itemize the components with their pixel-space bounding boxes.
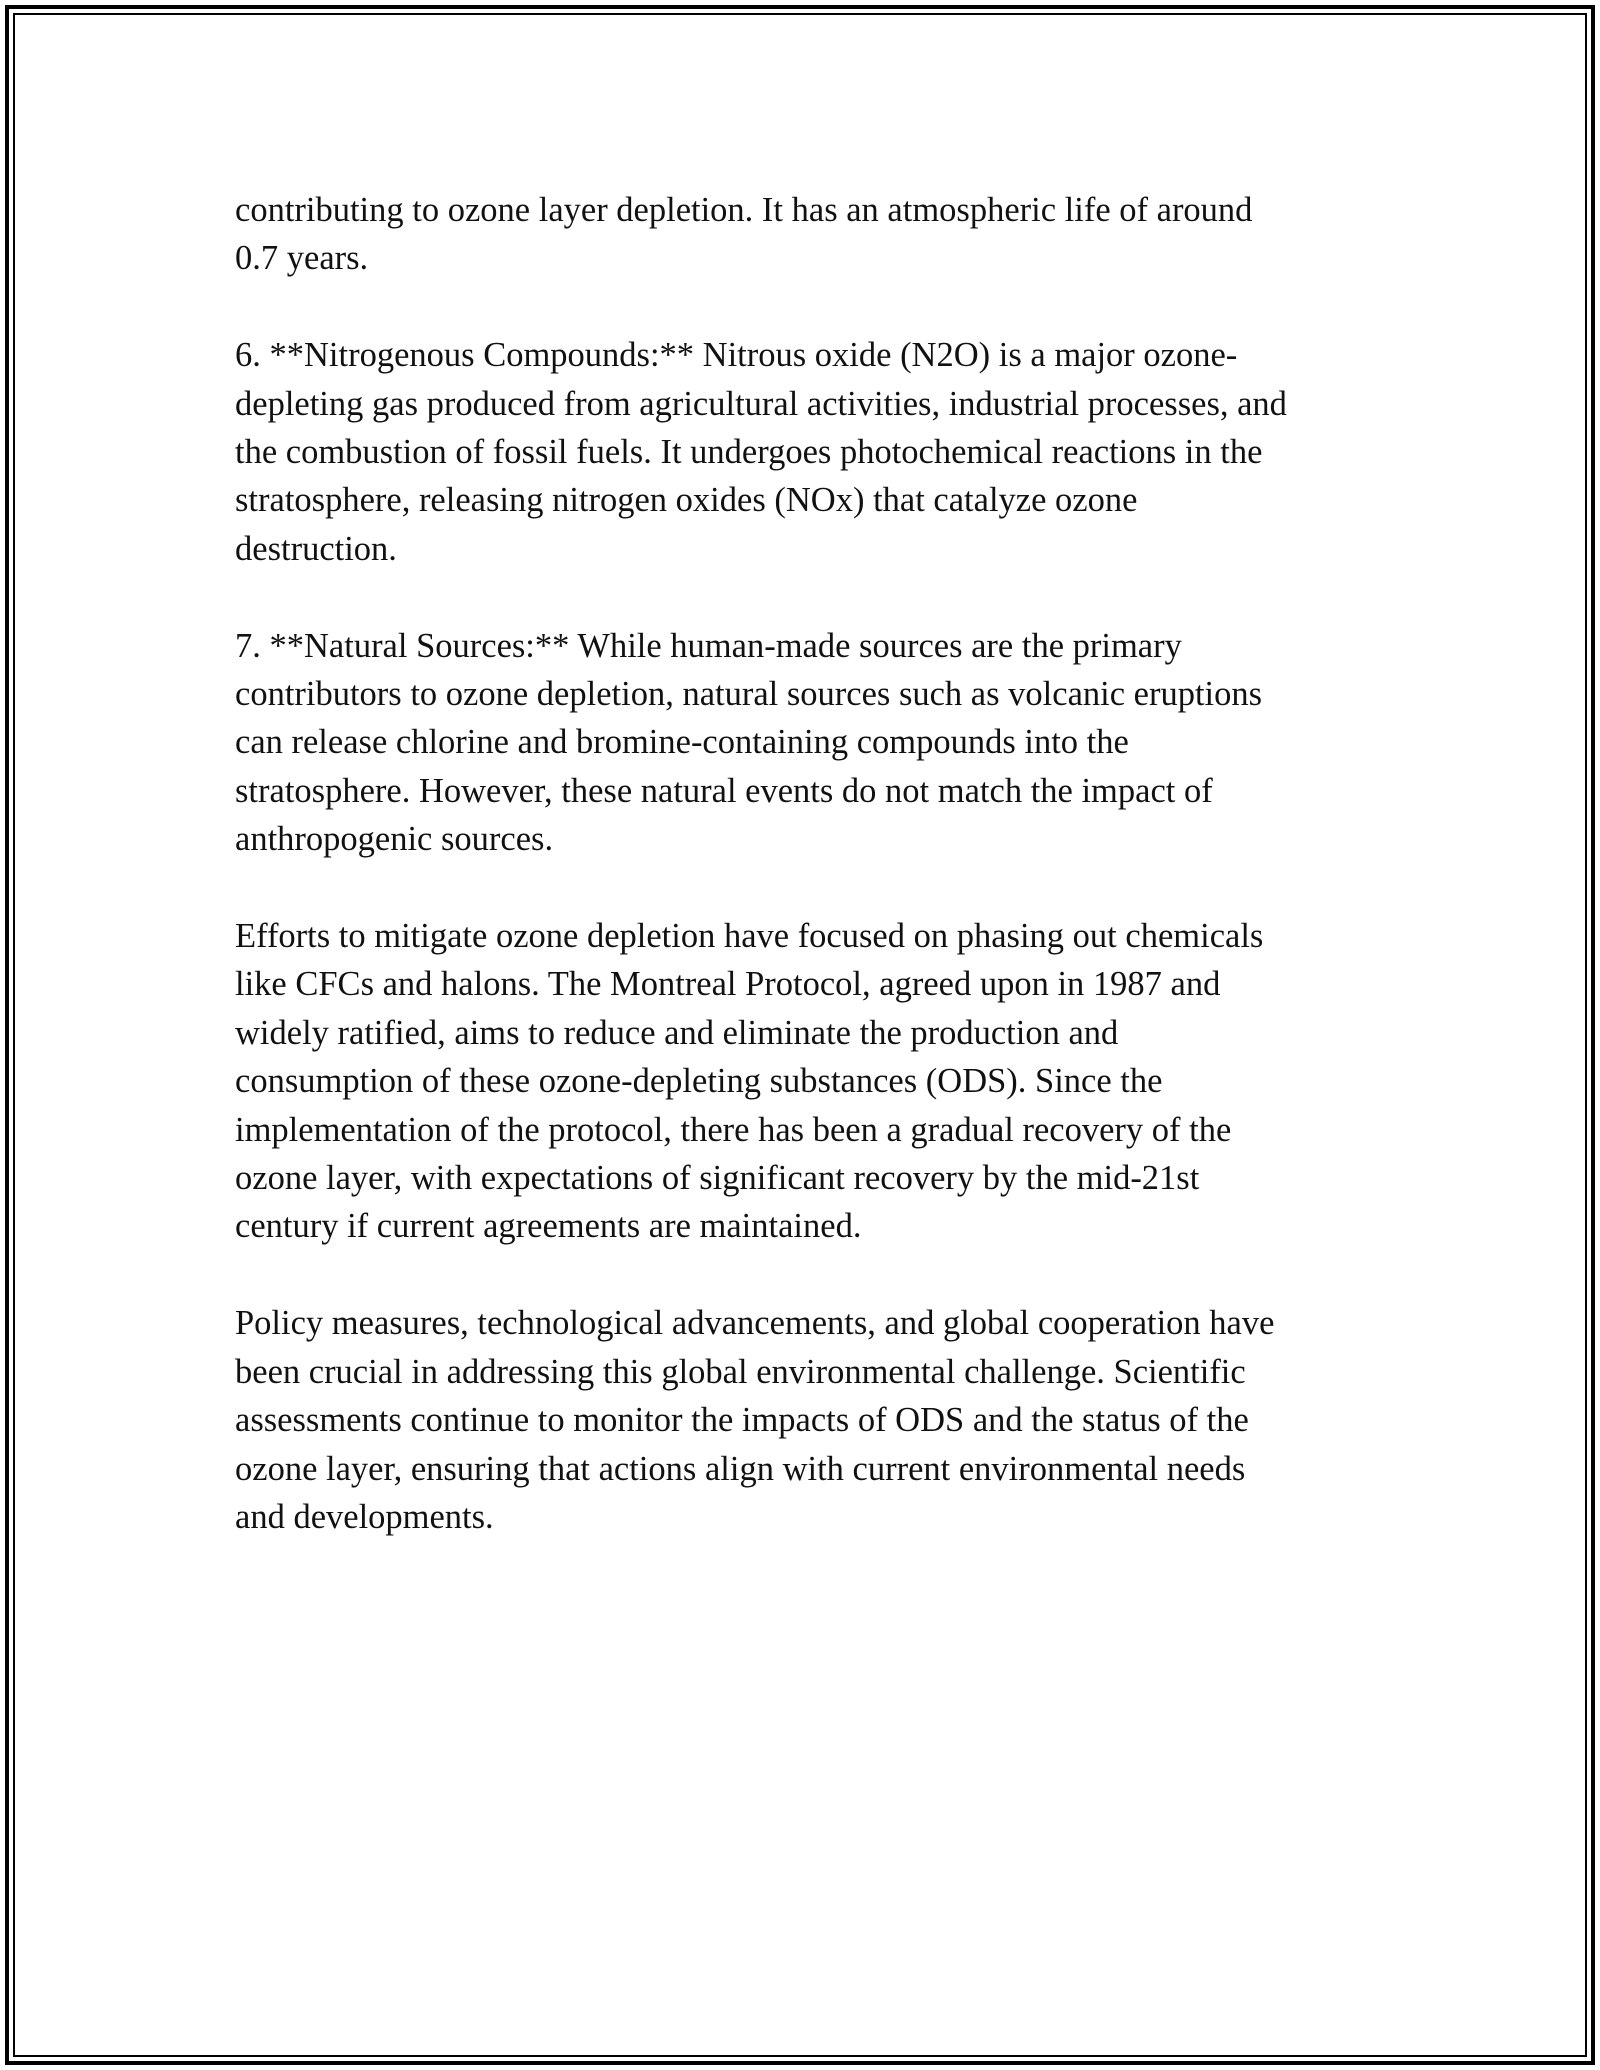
- text-line: 6. **Nitrogenous Compounds:** Nitrous oxide (N2O) is a major ozone-: [235, 336, 1238, 375]
- text-line: contributing to ozone layer depletion. It has an atmospheric life of around: [235, 191, 1253, 229]
- text-line: stratosphere. However, these natural events do not match the impact of: [235, 771, 1213, 810]
- document-body: [235, 186, 1365, 1590]
- text-line: and developments.: [235, 1497, 494, 1536]
- text-line: consumption of these ozone-depleting substances (ODS). Since the: [235, 1062, 1163, 1101]
- text-line: implementation of the protocol, there has been a gradual recovery of the: [235, 1110, 1232, 1149]
- text-line: 0.7 years.: [235, 239, 369, 278]
- text-line: been crucial in addressing this global environmental challenge. Scientific: [235, 1352, 1246, 1391]
- text-line: assessments continue to monitor the impacts of ODS and the status of the: [235, 1401, 1249, 1440]
- text-line: Policy measures, technological advancements, and global cooperation have: [235, 1304, 1275, 1343]
- text-line: 7. **Natural Sources:** While human-made sources are the primary: [235, 626, 1182, 665]
- paragraph-cfc-continuation: [235, 186, 1365, 283]
- paragraph-policy-measures: [235, 1299, 1365, 1541]
- text-line: destruction.: [235, 529, 397, 568]
- text-line: Efforts to mitigate ozone depletion have focused on phasing out chemicals: [235, 917, 1264, 956]
- text-line: ozone layer, ensuring that actions align with current environmental needs: [235, 1449, 1246, 1488]
- text-line: ozone layer, with expectations of significant recovery by the mid-21st: [235, 1159, 1200, 1198]
- text-line: century if current agreements are maintained.: [235, 1207, 862, 1246]
- text-line: widely ratified, aims to reduce and eliminate the production and: [235, 1013, 1119, 1052]
- text-line: can release chlorine and bromine-containing compounds into the: [235, 723, 1129, 762]
- text-line: like CFCs and halons. The Montreal Protocol, agreed upon in 1987 and: [235, 965, 1221, 1004]
- paragraph-nitrogenous-compounds: [235, 331, 1365, 573]
- text-line: contributors to ozone depletion, natural sources such as volcanic eruptions: [235, 675, 1263, 714]
- paragraph-mitigation-efforts: [235, 912, 1365, 1251]
- text-line: depleting gas produced from agricultural activities, industrial processes, and: [235, 384, 1287, 423]
- text-line: the combustion of fossil fuels. It undergoes photochemical reactions in the: [235, 433, 1263, 472]
- text-line: anthropogenic sources.: [235, 820, 554, 859]
- paragraph-natural-sources: [235, 622, 1365, 864]
- text-line: stratosphere, releasing nitrogen oxides (NOx) that catalyze ozone: [235, 481, 1138, 520]
